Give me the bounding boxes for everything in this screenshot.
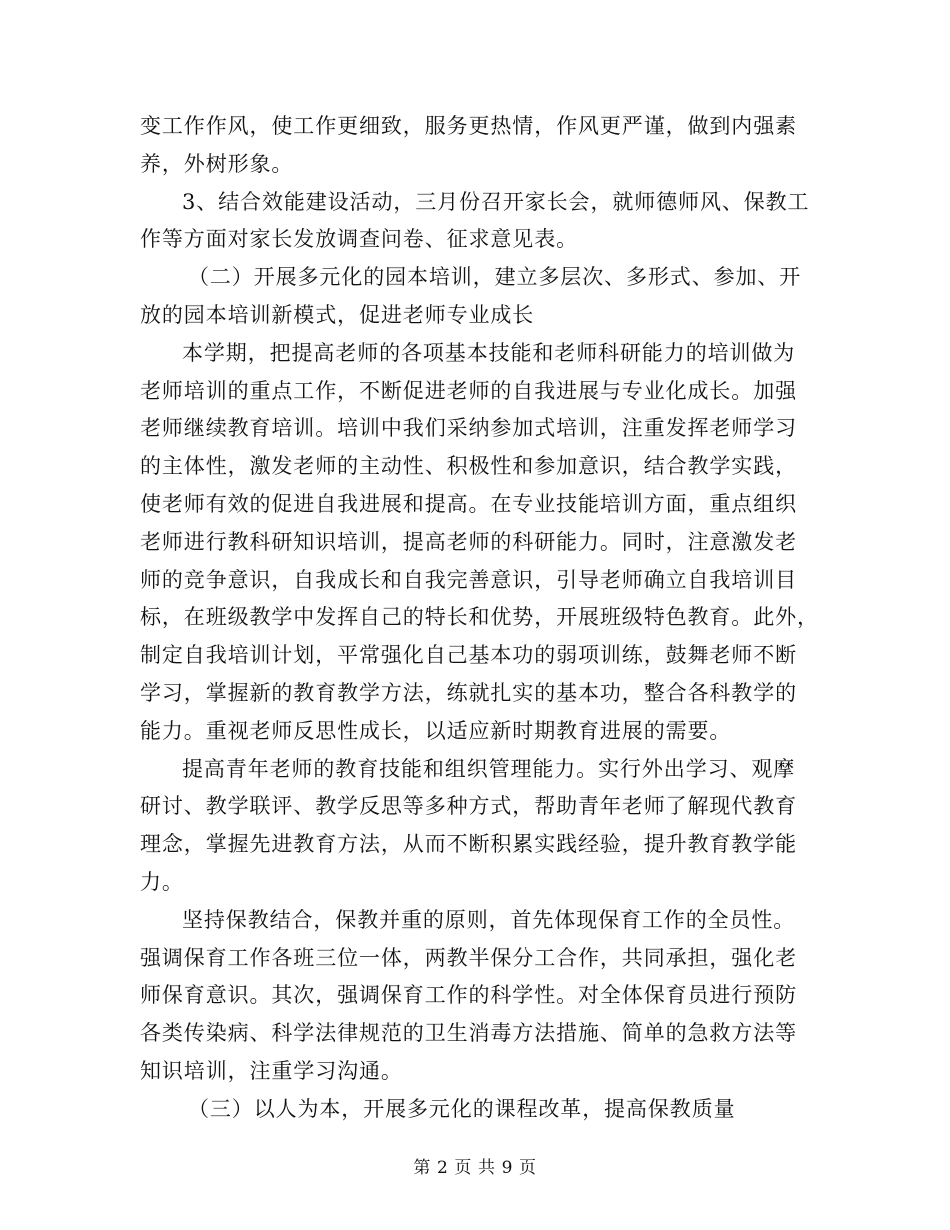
text-line: 师的竞争意识，自我成长和自我完善意识，引导老师确立自我培训目 bbox=[140, 567, 797, 592]
body-text bbox=[140, 108, 819, 1129]
text-line: 强调保育工作各班三位一体，两教半保分工合作，共同承担，强化老 bbox=[140, 945, 797, 970]
section-heading: （三）以人为本，开展多元化的课程改革，提高保教质量 bbox=[188, 1096, 736, 1121]
text-line: 使老师有效的促进自我进展和提高。在专业技能培训方面，重点组织 bbox=[140, 491, 797, 516]
text-line: 作等方面对家长发放调查问卷、征求意见表。 bbox=[140, 227, 578, 252]
text-line: 变工作作风，使工作更细致，服务更热情，作风更严谨，做到内强素 bbox=[140, 114, 797, 138]
text-line: 能力。重视老师反思性成长，以适应新时期教育进展的需要。 bbox=[140, 718, 732, 743]
text-line: 老师进行教科研知识培训，提高老师的科研能力。同时，注意激发老 bbox=[140, 529, 797, 554]
text-line: 的主体性，激发老师的主动性、积极性和参加意识，结合教学实践， bbox=[140, 454, 797, 479]
page-footer: 第 2 页 共 9 页 bbox=[413, 1158, 537, 1178]
text-line: 养，外树形象。 bbox=[140, 151, 294, 176]
text-line: 师保育意识。其次，强调保育工作的科学性。对全体保育员进行预防 bbox=[140, 983, 797, 1008]
text-line: 放的园本培训新模式，促进老师专业成长 bbox=[140, 302, 535, 327]
text-line: 研讨、教学联评、教学反思等多种方式，帮助青年老师了解现代教育 bbox=[140, 794, 797, 819]
text-line: 知识培训，注重学习沟通。 bbox=[140, 1058, 403, 1083]
text-line: 理念，掌握先进教育方法，从而不断积累实践经验，提升教育教学能 bbox=[140, 832, 797, 857]
text-line: 学习，掌握新的教育教学方法，练就扎实的基本功，整合各科教学的 bbox=[140, 680, 797, 705]
text-line: 老师继续教育培训。培训中我们采纳参加式培训，注重发挥老师学习 bbox=[140, 416, 797, 441]
text-line: 力。 bbox=[140, 869, 184, 894]
section-heading: （二）开展多元化的园本培训，建立多层次、多形式、参加、开 bbox=[188, 265, 802, 290]
text-line: 老师培训的重点工作，不断促进老师的自我进展与专业化成长。加强 bbox=[140, 378, 797, 403]
text-line: 制定自我培训计划，平常强化自己基本功的弱项训练，鼓舞老师不断 bbox=[140, 643, 797, 668]
text-line: 坚持保教结合，保教并重的原则，首先体现保育工作的全员性。 bbox=[182, 907, 796, 932]
text-line: 各类传染病、科学法律规范的卫生消毒方法措施、简单的急救方法等 bbox=[140, 1021, 797, 1046]
text-line: 标，在班级教学中发挥自己的特长和优势，开展班级特色教育。此外， bbox=[140, 605, 819, 630]
text-line: 本学期，把提高老师的各项基本技能和老师科研能力的培训做为 bbox=[182, 340, 796, 365]
text-line: 3、结合效能建设活动，三月份召开家长会，就师德师风、保教工 bbox=[182, 189, 810, 214]
text-line: 提高青年老师的教育技能和组织管理能力。实行外出学习、观摩 bbox=[182, 756, 796, 781]
